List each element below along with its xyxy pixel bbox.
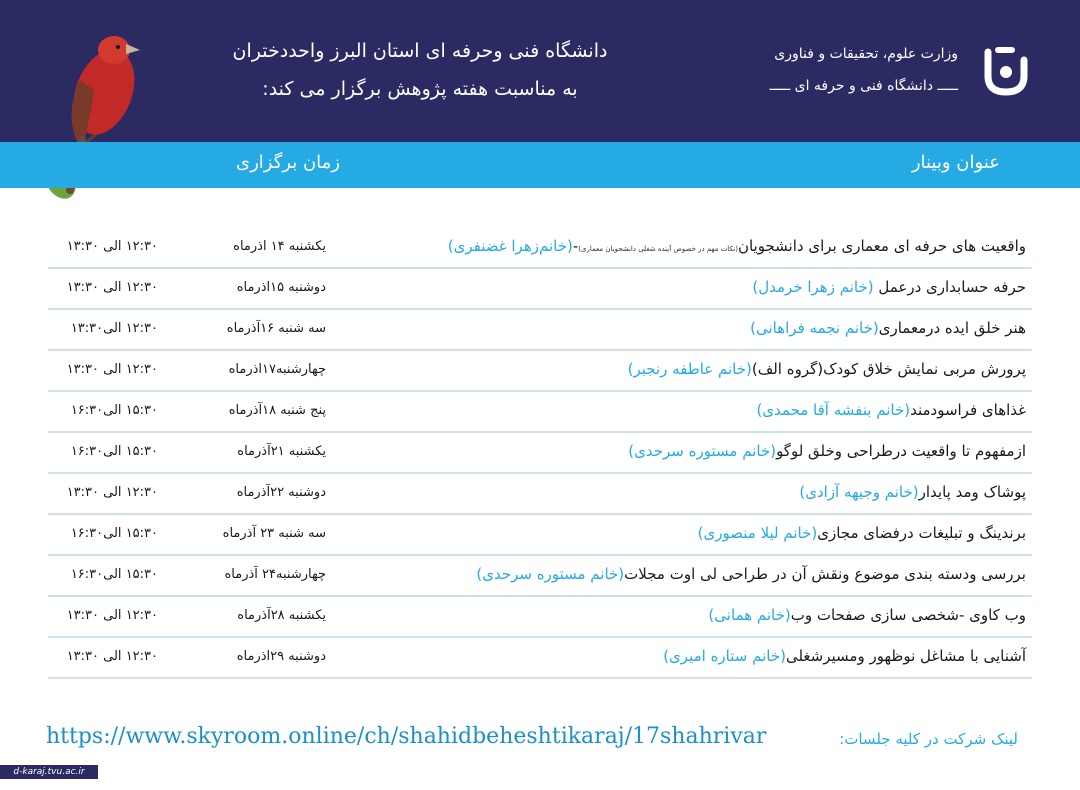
webinar-topic: برندینگ و تبلیغات درفضای مجازی <box>817 524 1026 542</box>
webinar-hours: ۱۵:۳۰ الی۱۶:۳۰ <box>70 567 158 582</box>
webinar-hours: ۱۵:۳۰ الی۱۶:۳۰ <box>70 444 158 459</box>
webinar-topic: واقعیت های حرفه ای معماری برای دانشجویان <box>737 237 1026 255</box>
webinar-date: سه شنبه ۲۳ آذرماه <box>222 526 326 541</box>
webinar-topic: بررسی ودسته بندی موضوع ونقش آن در طراحی لی اوت مجلات <box>624 565 1026 583</box>
webinar-hours: ۱۲:۳۰ الی ۱۳:۳۰ <box>66 280 158 295</box>
webinar-date: یکشنبه ۱۴ اذرماه <box>233 239 326 254</box>
webinar-topic: حرفه حسابداری درعمل <box>873 278 1026 296</box>
webinar-hours: ۱۵:۳۰ الی۱۶:۳۰ <box>70 526 158 541</box>
webinar-hours: ۱۲:۳۰ الی۱۳:۳۰ <box>70 321 158 336</box>
webinar-row <box>48 556 1032 597</box>
webinar-date: یکشنبه ۲۸آذرماه <box>237 608 326 623</box>
column-header-time: زمان برگزاری <box>236 152 340 173</box>
webinar-topic: ازمفهوم تا واقعیت درطراحی وخلق لوگو <box>776 442 1026 460</box>
webinar-speaker: (خانم عاطفه رنجبر) <box>627 360 752 378</box>
webinar-speaker: (خانم لیلا منصوری) <box>697 524 818 542</box>
header-bar <box>0 0 1080 142</box>
webinar-topic: آشنایی با مشاغل نوظهور ومسیرشغلی <box>785 647 1026 665</box>
webinar-speaker: (خانم ستاره امیری) <box>663 647 786 665</box>
webinar-note: (نکات مهم در خصوص آینده شغلی دانشجویان معماری) <box>578 245 738 253</box>
webinar-list <box>48 228 1032 679</box>
webinar-topic: پوشاک ومد پایدار <box>918 483 1026 501</box>
session-link[interactable]: https://www.skyroom.online/ch/shahidbeheshtikaraj/17shahrivar <box>46 724 767 749</box>
webinar-date: دوشنبه ۲۹اذرماه <box>236 649 326 664</box>
webinar-date: یکشنبه ۲۱آذرماه <box>237 444 326 459</box>
column-header-webinar: عنوان وبینار <box>911 152 1000 173</box>
webinar-row <box>48 310 1032 351</box>
webinar-title <box>756 401 1026 419</box>
link-label: لینک شرکت در کلیه جلسات: <box>839 730 1018 748</box>
webinar-row <box>48 515 1032 556</box>
webinar-row <box>48 597 1032 638</box>
webinar-title <box>448 237 1026 255</box>
webinar-date: پنج شنبه ۱۸آذرماه <box>228 403 326 418</box>
webinar-speaker: (خانم نجمه فراهانی) <box>750 319 879 337</box>
webinar-hours: ۱۲:۳۰ الی ۱۳:۳۰ <box>66 485 158 500</box>
webinar-speaker: (خانم مستوره سرحدی) <box>476 565 625 583</box>
university-name: ـــــ دانشگاه فنی و حرفه ای ـــــ <box>769 78 958 94</box>
webinar-date: دوشنبه ۱۵اذرماه <box>236 280 326 295</box>
webinar-title <box>628 360 1026 378</box>
site-tag: d-karaj.tvu.ac.ir <box>0 765 98 779</box>
webinar-row <box>48 392 1032 433</box>
webinar-date: چهارشنبه۱۷اذرماه <box>228 362 326 377</box>
webinar-speaker: (خانم زهرا خرمدل) <box>752 278 874 296</box>
webinar-hours: ۱۲:۳۰ الی ۱۳:۳۰ <box>66 239 158 254</box>
university-logo <box>982 46 1030 98</box>
webinar-title <box>750 319 1026 337</box>
webinar-hours: ۱۲:۳۰ الی ۱۳:۳۰ <box>66 649 158 664</box>
webinar-title <box>628 442 1026 460</box>
webinar-row <box>48 638 1032 679</box>
webinar-title <box>476 565 1026 583</box>
webinar-hours: ۱۲:۳۰ الی ۱۳:۳۰ <box>66 608 158 623</box>
webinar-hours: ۱۲:۳۰ الی ۱۳:۳۰ <box>66 362 158 377</box>
webinar-speaker: (خانم وجیهه آزادی) <box>799 483 919 501</box>
webinar-row <box>48 269 1032 310</box>
webinar-speaker: (خانم مستوره سرحدی) <box>628 442 777 460</box>
webinar-topic: پرورش مربی نمایش خلاق کودک(گروه الف) <box>751 360 1026 378</box>
webinar-title <box>752 278 1026 296</box>
ministry-name: وزارت علوم، تحقیقات و فناوری <box>774 46 958 62</box>
webinar-date: سه شنبه ۱۶آذرماه <box>226 321 326 336</box>
webinar-row <box>48 351 1032 392</box>
webinar-row <box>48 433 1032 474</box>
webinar-topic: وب کاوی -شخصی سازی صفحات وب <box>790 606 1026 624</box>
event-subtitle: به مناسبت هفته پژوهش برگزار می کند: <box>262 78 578 100</box>
webinar-row <box>48 474 1032 515</box>
webinar-hours: ۱۵:۳۰ الی۱۶:۳۰ <box>70 403 158 418</box>
webinar-speaker: (خانم‌زهرا غضنفری) <box>447 237 573 255</box>
webinar-date: دوشنبه ۲۲آذرماه <box>236 485 326 500</box>
webinar-speaker: (خانم همانی) <box>708 606 791 624</box>
webinar-title <box>698 524 1026 542</box>
webinar-topic: هنر خلق ایده درمعماری <box>878 319 1026 337</box>
webinar-title <box>799 483 1026 501</box>
webinar-topic: غذاهای فراسودمند <box>910 401 1026 419</box>
webinar-row <box>48 228 1032 269</box>
webinar-title <box>708 606 1026 624</box>
institution-title: دانشگاه فنی وحرفه ای استان البرز واحددختران <box>232 40 608 62</box>
webinar-separator: - <box>572 237 579 255</box>
webinar-title <box>663 647 1026 665</box>
webinar-date: چهارشنبه۲۴ آذرماه <box>224 567 326 582</box>
webinar-speaker: (خانم بنفشه آقا محمدی) <box>756 401 911 419</box>
